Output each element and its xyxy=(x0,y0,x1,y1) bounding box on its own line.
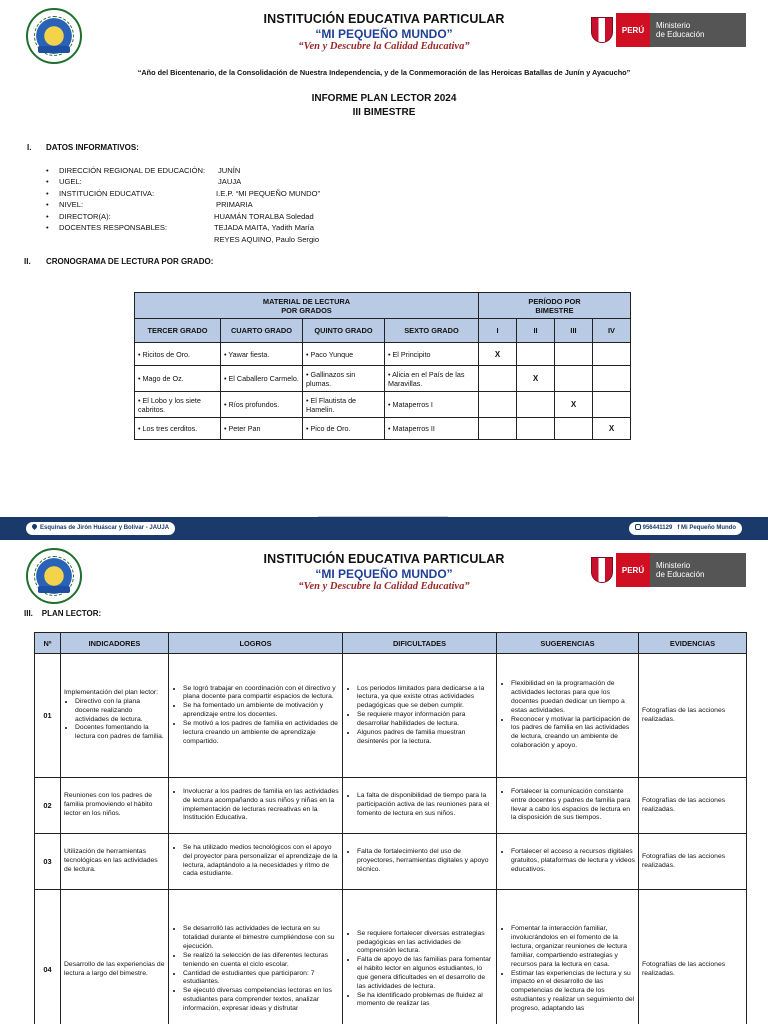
period-mark xyxy=(555,343,593,366)
book-cell: • Ricitos de Oro. xyxy=(135,343,221,366)
table-row xyxy=(35,834,747,890)
school-name: “MI PEQUEÑO MUNDO” xyxy=(315,27,453,41)
info-value: PRIMARIA xyxy=(216,200,253,209)
table-row xyxy=(135,343,631,366)
footer-phone: 956441129 xyxy=(642,525,673,531)
book-cell: • Mago de Oz. xyxy=(135,366,221,392)
institution-name: INSTITUCIÓN EDUCATIVA PARTICULAR xyxy=(263,12,505,26)
section-1-title: DATOS INFORMATIVOS: xyxy=(46,143,139,152)
indicator-cell: Reuniones con los padres de familia promoviendo el hábito lector en los niños. xyxy=(61,778,169,834)
grade-header: SEXTO GRADO xyxy=(385,319,479,343)
period-mark xyxy=(517,392,555,418)
period-mark xyxy=(479,418,517,440)
book-cell: • Peter Pan xyxy=(221,418,303,440)
info-value: REYES AQUINO, Paulo Sergio xyxy=(214,235,320,244)
school-name: “MI PEQUEÑO MUNDO” xyxy=(315,567,453,581)
suggestions-cell: • Fomentar la interacción familiar, involucrándolos en el fomento de la lectura, organizar reuniones de lectura familiar, compartiendo estrategias y recursos para la lectura en casa. • Estimar las experiencias de lectura y su impacto en el desarrollo de las competencias de lectura de los estudiantes y realizar un seguimiento del progreso, adaptando las xyxy=(497,890,639,1024)
reading-plan-table xyxy=(34,632,747,1024)
period-mark: X xyxy=(479,343,517,366)
difficulties-cell: • Los periodos limitados para dedicarse a la lectura, ya que existe otras actividades pedagógicas que se deben cumplir. • Se requiere mayor información para desarrollar habilidades de lectura. • Algunos padres de familia muestran desinterés por la lectura. xyxy=(343,654,497,778)
book-cell: • Ríos profundos. xyxy=(221,392,303,418)
address-pill: Esquinas de Jirón Huáscar y Bolívar - JAUJA xyxy=(26,522,175,535)
book-cell: • Los tres cerditos. xyxy=(135,418,221,440)
reading-schedule-table xyxy=(134,292,631,440)
achievements-cell: • Se logró trabajar en coordinación con el directivo y plana docente para compartir espacios de lectura. • Se ha fomentado un ambiente de motivación y aprendizaje entre los docentes. • Se motivó a los padres de familia en actividades de lectura creando un ambiente de aprendizaje compartido. xyxy=(169,654,343,778)
difficulties-cell: • La falta de disponibilidad de tiempo para la participación activa de las reuniones para el fomento de lectura en sus niños. xyxy=(343,778,497,834)
table-row xyxy=(35,890,747,1024)
info-value: TEJADA MAITA, Yadith María xyxy=(214,223,315,232)
plan-header: Nº xyxy=(35,633,61,654)
facebook-icon: f xyxy=(677,525,680,531)
period-header: PERÍODO POR BIMESTRE xyxy=(479,293,631,319)
section-2-title: CRONOGRAMA DE LECTURA POR GRADO: xyxy=(46,257,214,266)
achievements-cell: • Se ha utilizado medios tecnológicos con el apoyo del proyector para personalizar el aprendizaje de la lectura, adaptándolo a la necesidades y ritmo de cada estudiante. xyxy=(169,834,343,890)
period-mark xyxy=(479,392,517,418)
evidence-cell: Fotografías de las acciones realizadas. xyxy=(639,778,747,834)
grade-header: QUINTO GRADO xyxy=(303,319,385,343)
evidence-cell: Fotografías de las acciones realizadas. xyxy=(639,890,747,1024)
school-tagline: “Ven y Descubre la Calidad Educativa” xyxy=(298,41,470,52)
info-value: JUNÍN xyxy=(218,166,241,175)
period-mark xyxy=(593,366,631,392)
indicator-cell: Utilización de herramientas tecnológicas en las actividades de lectura. xyxy=(61,834,169,890)
period-label: II xyxy=(517,319,555,343)
achievements-cell: • Involucrar a los padres de familia en las actividades de lectura acompañando a sus niños y niñas en la implementación de lecturas recreativas en la Institución Educativa. xyxy=(169,778,343,834)
book-cell: • Paco Yunque xyxy=(303,343,385,366)
book-cell: • El Lobo y los siete cabritos. xyxy=(135,392,221,418)
evidence-cell: Fotografías de las acciones realizadas. xyxy=(639,834,747,890)
row-number: 02 xyxy=(35,778,61,834)
table-row xyxy=(135,418,631,440)
book-cell: • El Flautista de Hamelin. xyxy=(303,392,385,418)
table-row xyxy=(35,778,747,834)
period-mark xyxy=(479,366,517,392)
period-mark: X xyxy=(517,366,555,392)
document-page-2 xyxy=(0,540,768,1024)
info-value: JAUJA xyxy=(218,177,242,186)
peru-label: PERÚ xyxy=(616,13,650,47)
ministry-label: Ministerio de Educación xyxy=(650,553,746,587)
suggestions-cell: • Flexibilidad en la programación de actividades lectoras para que los docentes puedan dedicar un tiempo a estas actividades. • Reconocer y motivar la participación de los padres de familia en las actividades de lectura, creando un ambiente de colaboración y apoyo. xyxy=(497,654,639,778)
period-label: I xyxy=(479,319,517,343)
difficulties-cell: • Falta de fortalecimiento del uso de proyectores, herramientas digitales y apoyo técnico. xyxy=(343,834,497,890)
period-mark xyxy=(517,343,555,366)
grade-header: TERCER GRADO xyxy=(135,319,221,343)
page-footer xyxy=(0,517,768,540)
book-cell: • Pico de Oro. xyxy=(303,418,385,440)
contact-pill xyxy=(629,522,742,535)
plan-header: EVIDENCIAS xyxy=(639,633,747,654)
info-value: HUAMÁN TORALBA Soledad xyxy=(214,212,314,221)
ministry-label: Ministerio de Educación xyxy=(650,13,746,47)
document-page-1: INSTITUCIÓN EDUCATIVA PARTICULAR “MI PEQUEÑO MUNDO” “Ven y Descubre la Calidad Educativa” PERÚ Ministerio de Educación “Año del Bicentenario, de la Consolidación de Nuestra Independencia, y de la Conmemoración de las Heroicas Batallas de Junín y Ayacucho” INFORME PLAN LECTOR 2024 III BIMESTRE I. DATOS INFORMATIVOS: • DIRECCIÓN REGIONAL DE EDUCACIÓN: JUNÍN • UGEL: JAUJA • INSTITUCIÓN EDUCATIVA: I.E.P. “MI PEQUEÑO MUNDO” • NIVEL: PRIMARIA • DIRECTOR(A): HUAMÁN TORALBA Soledad • DOCENTES RESPONSABLES: TEJADA MAITA, Yadith María REYES AQUINO, Paulo Sergio II. CRONOGRAMA DE LECTURA POR GRADO: MATERIAL DE LECTURA POR GRADOS PERÍODO POR BIMESTRE TERCER GRADO CUARTO GRADO QUINTO GRADO SEXTO GRADO I II III IV • Ricitos de Oro. • Yawar fiesta. • Paco Yunque • El Principito X • Mago de Oz. • El Caballero Carmelo. • Gallinazos sin plumas. • Alicia en el País de las Maravillas. X • El Lobo y los siete cabritos. • Ríos profundos. • El Flautista de Hamelin. • Mataperros I X • Los tres cerditos. • Peter Pan • Pico de Oro. • Mataperros II X xyxy=(0,0,768,512)
book-cell: • Gallinazos sin plumas. xyxy=(303,366,385,392)
report-subtitle: III BIMESTRE xyxy=(352,107,416,118)
table-row xyxy=(135,392,631,418)
plan-header: INDICADORES xyxy=(61,633,169,654)
material-header: MATERIAL DE LECTURA POR GRADOS xyxy=(135,293,479,319)
period-mark xyxy=(593,343,631,366)
report-title: INFORME PLAN LECTOR 2024 xyxy=(311,93,457,104)
book-cell: • El Caballero Carmelo. xyxy=(221,366,303,392)
indicator-cell: Desarrollo de las experiencias de lectura a largo del bimestre. xyxy=(61,890,169,1024)
grade-header: CUARTO GRADO xyxy=(221,319,303,343)
school-tagline: “Ven y Descubre la Calidad Educativa” xyxy=(298,581,470,592)
book-cell: • El Principito xyxy=(385,343,479,366)
row-number: 01 xyxy=(35,654,61,778)
ministry-logo xyxy=(588,13,746,47)
plan-header: SUGERENCIAS xyxy=(497,633,639,654)
plan-header: LOGROS xyxy=(169,633,343,654)
phone-icon xyxy=(635,524,641,530)
period-mark: X xyxy=(593,418,631,440)
period-label: III xyxy=(555,319,593,343)
table-row xyxy=(35,654,747,778)
period-mark xyxy=(517,418,555,440)
period-mark: X xyxy=(555,392,593,418)
location-pin-icon xyxy=(31,523,38,530)
period-label: IV xyxy=(593,319,631,343)
peru-shield-icon xyxy=(588,553,616,587)
table-row xyxy=(135,366,631,392)
book-cell: • Alicia en el País de las Maravillas. xyxy=(385,366,479,392)
info-value: I.E.P. “MI PEQUEÑO MUNDO” xyxy=(216,189,321,198)
period-mark xyxy=(555,366,593,392)
row-number: 04 xyxy=(35,890,61,1024)
plan-header: DIFICULTADES xyxy=(343,633,497,654)
ministry-logo xyxy=(588,553,746,587)
peru-shield-icon xyxy=(588,13,616,47)
institution-name: INSTITUCIÓN EDUCATIVA PARTICULAR xyxy=(263,552,505,566)
evidence-cell: Fotografías de las acciones realizadas. xyxy=(639,654,747,778)
book-cell: • Mataperros II xyxy=(385,418,479,440)
book-cell: • Yawar fiesta. xyxy=(221,343,303,366)
peru-label: PERÚ xyxy=(616,553,650,587)
period-mark xyxy=(593,392,631,418)
difficulties-cell: • Se requiere fortalecer diversas estrategias pedagógicas en las actividades de comprensión lectura. • Falta de apoyo de las familias para fomentar el hábito lector en algunos estudiantes, lo que genera dificultades en el desarrollo de las actividades de lectura. • Se ha identificado problemas de fluidez al momento de realizar las xyxy=(343,890,497,1024)
footer-facebook: Mi Pequeño Mundo xyxy=(681,525,736,531)
row-number: 03 xyxy=(35,834,61,890)
suggestions-cell: • Fortalecer el acceso a recursos digitales gratuitos, plataformas de lectura y videos educativos. xyxy=(497,834,639,890)
achievements-cell: • Se desarrolló las actividades de lectura en su totalidad durante el bimestre cumpliéndose con su ejecución. • Se realizó la selección de las diferentes lecturas teniendo en cuenta el ciclo escolar. • Cantidad de estudiantes que participaron: 7 estudiantes. • Se ejecutó diversas competencias lectoras en los estudiantes para comprender textos, analizar información, expresar ideas y disfrutar xyxy=(169,890,343,1024)
suggestions-cell: • Fortalecer la comunicación constante entre docentes y padres de familia para llevar a cabo los espacios de lectura en la disposición de sus tiempos. xyxy=(497,778,639,834)
section-2-numeral: II. xyxy=(24,257,31,266)
indicator-cell: Implementación del plan lector: • Directivo con la plana docente realizando actividades de lectura. • Docentes fomentando la lectura con padres de familia. xyxy=(61,654,169,778)
period-mark xyxy=(555,418,593,440)
section-3-title: III. PLAN LECTOR: xyxy=(24,609,102,618)
section-1-numeral: I. xyxy=(27,143,32,152)
year-motto: “Año del Bicentenario, de la Consolidación de Nuestra Independencia, y de la Conmemoración de las Heroicas Batallas de Junín y Ayacucho” xyxy=(137,68,631,77)
book-cell: • Mataperros I xyxy=(385,392,479,418)
